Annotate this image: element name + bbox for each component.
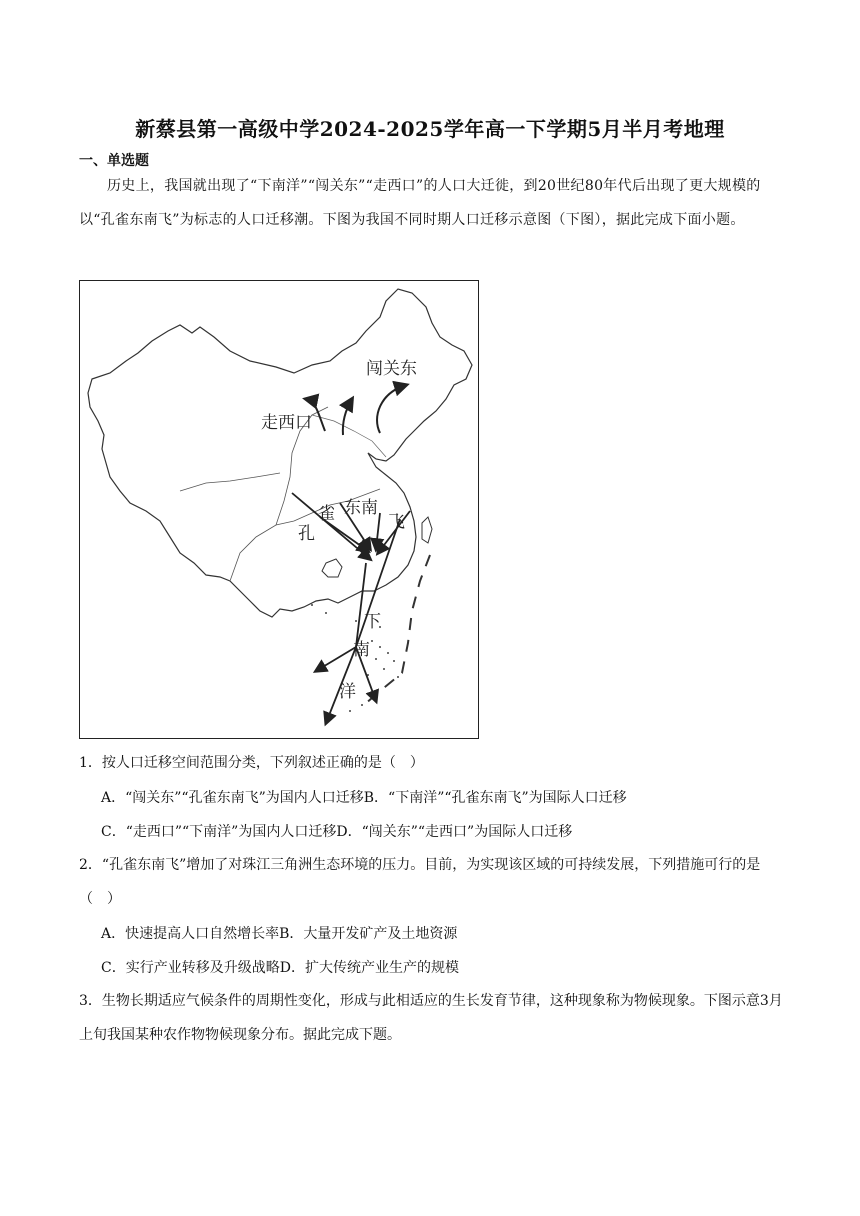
option-1a[interactable]: A．“闯关东”“孔雀东南飞”为国内人口迁移 <box>101 790 364 806</box>
label-kong: 孔 <box>298 524 315 544</box>
kongque-arrow-4 <box>376 513 380 549</box>
section-heading: 一、单选题 <box>79 153 149 169</box>
option-2c[interactable]: C．实行产业转移及升级战略 <box>101 960 280 976</box>
intro-paragraph: 历史上，我国就出现了“下南洋”“闯关东”“走西口”的人口大迁徙，到20世纪80年代后出现了更大规模的以“孔雀东南飞”为标志的人口迁移潮。下图为我国不同时期人口迁移示意图（下图），据此完成下面小题。 <box>79 178 761 228</box>
hainan-island <box>322 559 342 577</box>
question-3-stem: 3．生物长期适应气候条件的周期性变化，形成与此相适应的生长发育节律，这种现象称为物候现象。下图示意3月上旬我国某种农作物物候现象分布。据此完成下题。 <box>79 993 783 1043</box>
question-2-stem: 2．“孔雀东南飞”增加了对珠江三角洲生态环境的压力。目前，为实现该区域的可持续发展，下列措施可行的是（ ） <box>79 857 761 907</box>
label-zou-xikou: 走西口 <box>261 413 312 433</box>
option-1b[interactable]: B．“下南洋”“孔雀东南飞”为国际人口迁移 <box>363 790 627 806</box>
label-nan: 南 <box>353 640 370 660</box>
label-que: 雀 <box>318 504 335 524</box>
label-chuang-guandong: 闯关东 <box>366 359 417 379</box>
label-dongnan: 东南 <box>344 498 378 518</box>
page-title: 新蔡县第一高级中学2024-2025学年高一下学期5月半月考地理 <box>135 117 725 141</box>
option-1d[interactable]: D．“闯关东”“走西口”为国际人口迁移 <box>336 824 573 840</box>
taiwan-island <box>422 517 432 543</box>
option-1c[interactable]: C．“走西口”“下南洋”为国内人口迁移 <box>101 824 337 840</box>
question-1-options-row-1 <box>101 788 627 808</box>
migration-map <box>79 280 479 739</box>
question-1-stem: 1．按人口迁移空间范围分类，下列叙述正确的是（ ） <box>79 755 424 771</box>
xianan-arrow-west <box>316 647 356 671</box>
question-2-options-row-1 <box>101 924 457 944</box>
option-2b[interactable]: B．大量开发矿产及土地资源 <box>279 926 458 942</box>
label-fei: 飞 <box>388 512 405 532</box>
china-map-svg <box>80 281 480 740</box>
china-outline <box>88 289 472 617</box>
question-2-options-row-2 <box>101 958 459 978</box>
label-yang: 洋 <box>339 682 356 702</box>
question-1-options-row-2 <box>101 822 572 842</box>
option-2a[interactable]: A．快速提高人口自然增长率 <box>101 926 280 942</box>
option-2d[interactable]: D．扩大传统产业生产的规模 <box>279 960 459 976</box>
label-xia: 下 <box>364 612 381 632</box>
chuangguandong-arrow <box>377 385 406 433</box>
